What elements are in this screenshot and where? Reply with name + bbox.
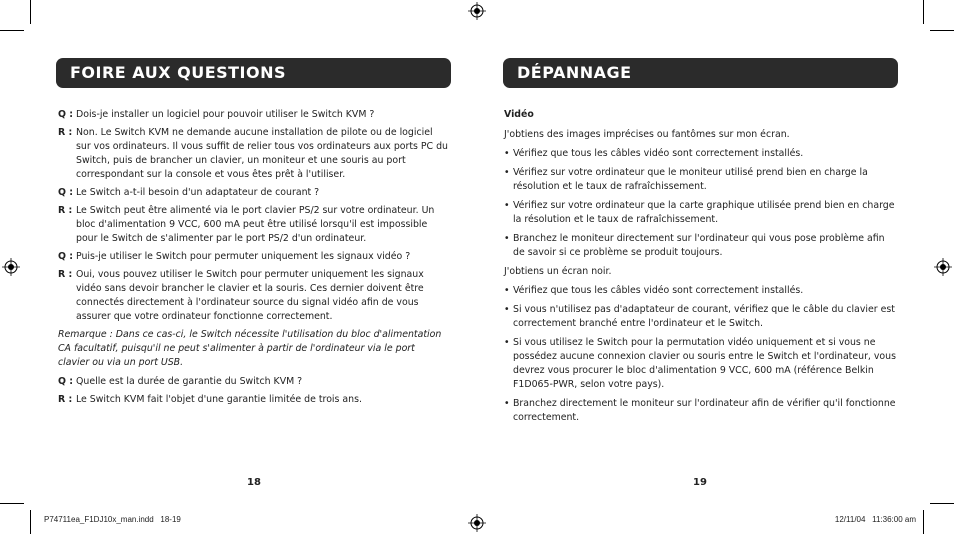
crop-mark: [30, 0, 31, 24]
registration-mark-icon: [934, 258, 952, 276]
troubleshooting-column: [504, 108, 896, 430]
faq-item: [58, 268, 448, 324]
footer-file-info: P74711ea_F1DJ10x_man.indd 18-19: [44, 515, 181, 524]
faq-text: Dois-je installer un logiciel pour pouvoir utiliser le Switch KVM ?: [76, 109, 375, 120]
faq-item: [58, 250, 448, 264]
faq-item: [58, 108, 448, 122]
list-item-text: Si vous utilisez le Switch pour la permutation vidéo uniquement et si vous ne possédez aucune connexion clavier ou souris entre le Switch et l'ordinateur, vous devrez vous procurer le bloc d'alimentation 9 VCC, 600 mA (référence Belkin F1D065-PWR, selon votre pays).: [513, 337, 896, 390]
faq-text: Le Switch a-t-il besoin d'un adaptateur de courant ?: [76, 187, 320, 198]
list-item: • Vérifiez que tous les câbles vidéo sont correctement installés.: [504, 147, 896, 161]
list-item: • Branchez directement le moniteur sur l'ordinateur afin de vérifier qu'il fonctionne correctement.: [504, 398, 896, 423]
list-item: • Vérifiez que tous les câbles vidéo sont correctement installés.: [504, 284, 896, 298]
problem-statement: J'obtiens des images imprécises ou fantômes sur mon écran.: [504, 129, 790, 140]
list-item-text: Branchez directement le moniteur sur l'ordinateur afin de vérifier qu'il fonctionne correctement.: [513, 398, 896, 423]
list-item: • Si vous utilisez le Switch pour la permutation vidéo uniquement et si vous ne possédez aucune connexion clavier ou souris entre le Switch et l'ordinateur, vous devrez vous procurer le bloc d'alimentation 9 VCC, 600 mA (référence Belkin F1D065-PWR, selon votre pays).: [504, 337, 896, 390]
crop-mark: [0, 503, 24, 504]
faq-label: R :: [58, 269, 73, 280]
list-item-text: Vérifiez sur votre ordinateur que le moniteur utilisé prend bien en charge la résolution et le taux de rafraîchissement.: [513, 167, 868, 192]
faq-text: Puis-je utiliser le Switch pour permuter uniquement les signaux vidéo ?: [76, 251, 411, 262]
faq-title-banner: [56, 58, 451, 88]
faq-label: Q :: [58, 376, 73, 387]
faq-label: Q :: [58, 251, 73, 262]
list-item-text: Branchez le moniteur directement sur l'ordinateur qui vous pose problème afin de savoir si ce problème se produit toujours.: [513, 233, 885, 258]
problem-statement: J'obtiens un écran noir.: [504, 266, 612, 277]
list-item: • Si vous n'utilisez pas d'adaptateur de courant, vérifiez que le câble du clavier est correctement branché entre l'ordinateur et le Switch.: [504, 304, 895, 329]
faq-text: Le Switch KVM fait l'objet d'une garantie limitée de trois ans.: [76, 394, 362, 405]
faq-text: Le Switch peut être alimenté via le port clavier PS/2 sur votre ordinateur. Un bloc d'alimentation 9 VCC, 600 mA peut être utilisé lorsqu'il est impossible pour le Switch de s'alimenter par le port PS/2 d'un ordinateur.: [76, 205, 435, 244]
remark-note: Remarque : Dans ce cas-ci, le Switch nécessite l'utilisation du bloc d'alimentation CA facultatif, puisqu'il ne peut s'alimenter à partir de l'ordinateur via le port clavier ou via un port USB.: [58, 329, 442, 368]
footer-timestamp: 12/11/04 11:36:00 am: [834, 515, 916, 524]
faq-label: Q :: [58, 109, 73, 120]
crop-mark: [930, 503, 954, 504]
faq-text: Oui, vous pouvez utiliser le Switch pour permuter uniquement les signaux vidéo sans devoir brancher le clavier et la souris. Ces dernier doivent être connectés directement à l'ordinateur source du signal vidéo afin de vous assurer que votre ordinateur fonctionne correctement.: [76, 269, 424, 322]
faq-item: [58, 204, 448, 246]
crop-mark: [30, 510, 31, 534]
page-title: FOIRE AUX QUESTIONS: [70, 63, 287, 82]
faq-text: Non. Le Switch KVM ne demande aucune installation de pilote ou de logiciel sur vos ordinateurs. Il vous suffit de relier tous vos ordinateurs aux ports PC du Switch, puis de brancher un clavier, un moniteur et une souris au port correspondant sur la console et vous êtes prêt à l'utiliser.: [76, 127, 448, 180]
list-item: • Vérifiez sur votre ordinateur que la carte graphique utilisée prend bien en charge la résolution et le taux de rafraîchissement.: [504, 200, 895, 225]
registration-mark-icon: [2, 258, 20, 276]
crop-mark: [923, 510, 924, 534]
page-title: DÉPANNAGE: [517, 63, 632, 82]
faq-label: R :: [58, 205, 73, 216]
list-item-text: Vérifiez que tous les câbles vidéo sont correctement installés.: [513, 148, 804, 159]
crop-mark: [923, 0, 924, 24]
list-item-text: Si vous n'utilisez pas d'adaptateur de courant, vérifiez que le câble du clavier est correctement branché entre l'ordinateur et le Switch.: [513, 304, 895, 329]
faq-item: [58, 186, 448, 200]
troubleshooting-title-banner: [503, 58, 898, 88]
faq-label: R :: [58, 394, 73, 405]
faq-item: [58, 126, 448, 182]
faq-item: [58, 375, 448, 389]
page-number: 18: [247, 477, 261, 488]
list-item-text: Vérifiez que tous les câbles vidéo sont correctement installés.: [513, 285, 804, 296]
crop-mark: [930, 30, 954, 31]
registration-mark-icon: [468, 2, 486, 20]
faq-column: [58, 108, 448, 411]
list-item: • Vérifiez sur votre ordinateur que le moniteur utilisé prend bien en charge la résolution et le taux de rafraîchissement.: [504, 166, 896, 194]
section-heading: Vidéo: [504, 109, 534, 120]
registration-mark-icon: [468, 514, 486, 532]
faq-text: Quelle est la durée de garantie du Switch KVM ?: [76, 376, 303, 387]
faq-label: R :: [58, 127, 73, 138]
list-item-text: Vérifiez sur votre ordinateur que la carte graphique utilisée prend bien en charge la résolution et le taux de rafraîchissement.: [513, 200, 895, 225]
faq-item: [58, 393, 448, 407]
page-number: 19: [693, 477, 707, 488]
faq-label: Q :: [58, 187, 73, 198]
list-item: • Branchez le moniteur directement sur l'ordinateur qui vous pose problème afin de savoir si ce problème se produit toujours.: [504, 232, 896, 260]
crop-mark: [0, 30, 24, 31]
